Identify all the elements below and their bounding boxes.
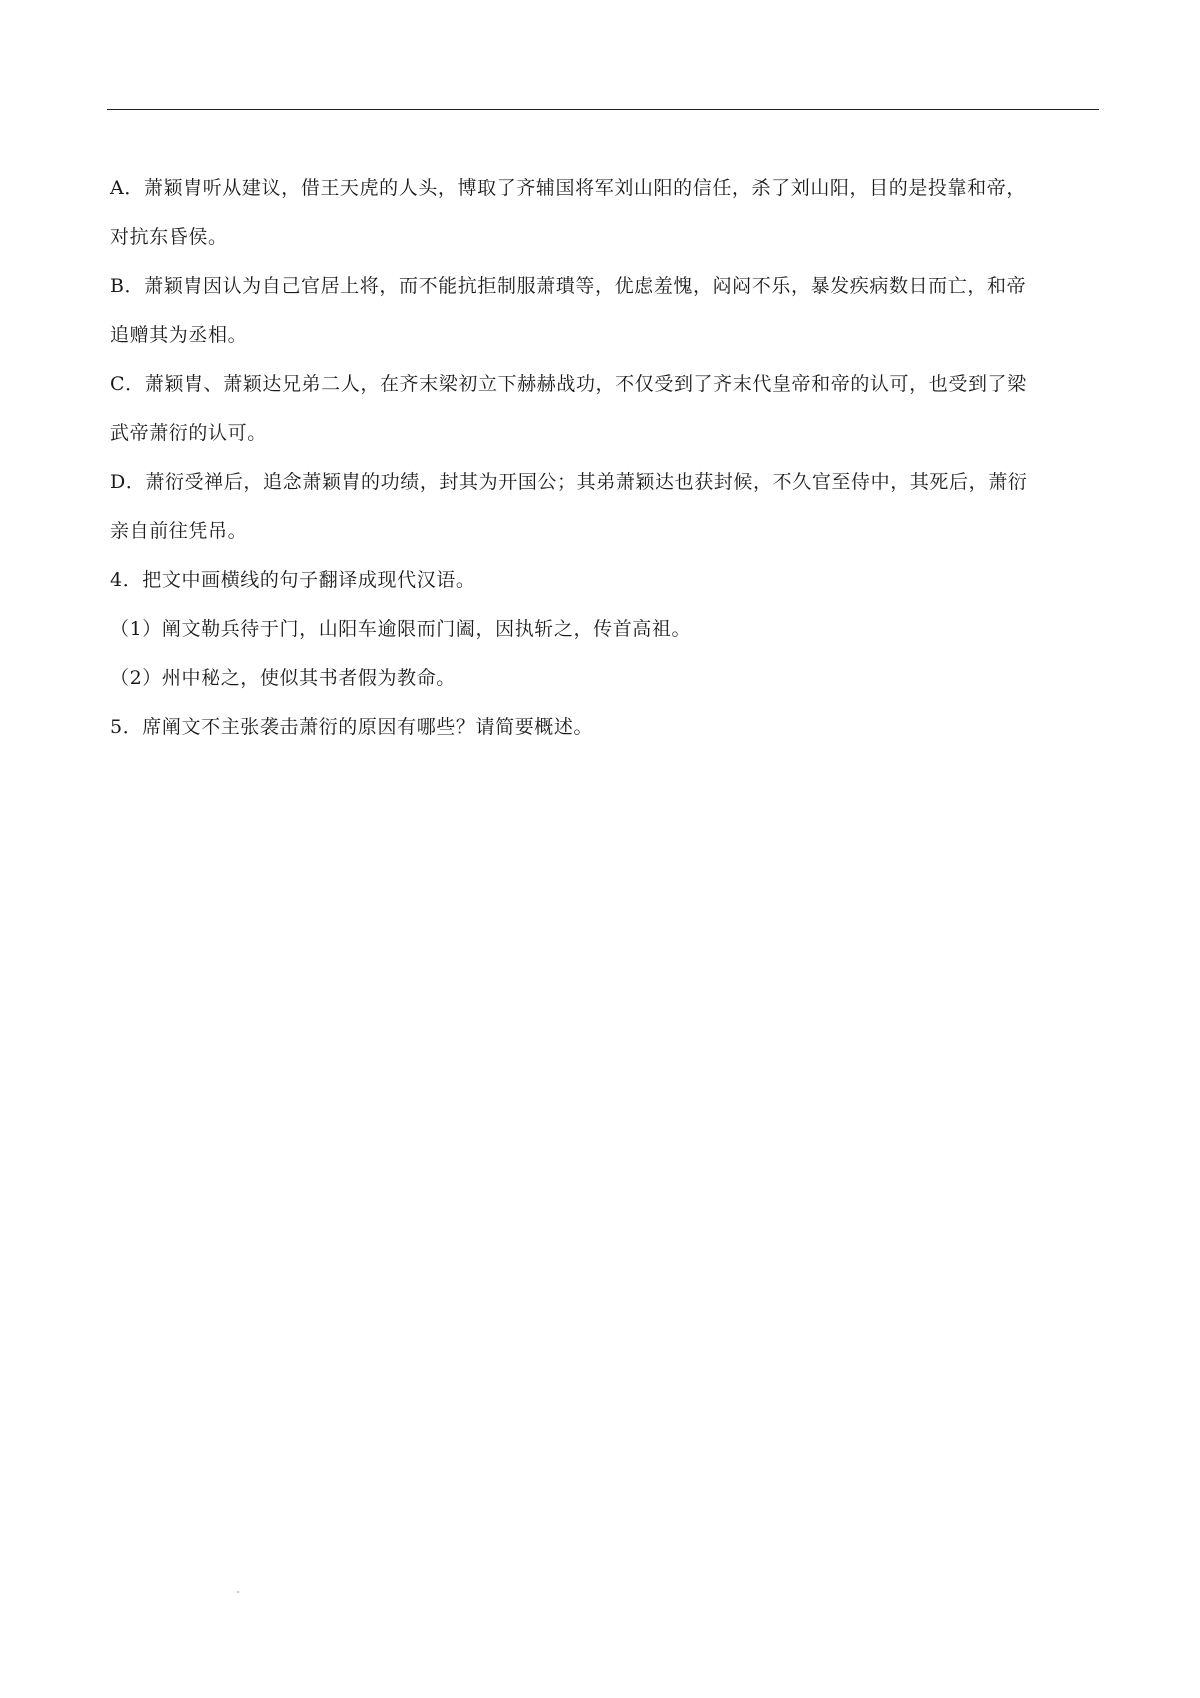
option-b-line-1: B．萧颖胄因认为自己官居上将，而不能抗拒制服萧璝等，优虑羞愧，闷闷不乐，暴发疾病数日而亡，和帝	[110, 275, 1027, 297]
option-d	[110, 458, 1100, 556]
question-4-item-1: （1）阐文勒兵待于门，山阳车逾限而门阖，因执斩之，传首高祖。	[110, 618, 692, 640]
option-a-line-2: 对抗东昏侯。	[110, 226, 228, 248]
question-content	[110, 164, 1100, 752]
option-d-line-2: 亲自前往凭吊。	[110, 520, 248, 542]
question-5	[110, 703, 1100, 752]
question-4-prompt: 4．把文中画横线的句子翻译成现代汉语。	[110, 569, 476, 591]
question-5-prompt: 5．席阐文不主张袭击萧衍的原因有哪些？请简要概述。	[110, 716, 594, 738]
option-c	[110, 360, 1100, 458]
option-a-line-1: A．萧颖胄听从建议，借王天虎的人头，博取了齐辅国将军刘山阳的信任，杀了刘山阳，目的是投靠和帝，	[110, 177, 1026, 199]
scan-artifact-dot	[237, 1591, 239, 1593]
question-4	[110, 556, 1100, 703]
option-b	[110, 262, 1100, 360]
option-c-line-1: C．萧颖胄、萧颖达兄弟二人，在齐末梁初立下赫赫战功，不仅受到了齐末代皇帝和帝的认可，也受到了梁	[110, 373, 1027, 395]
option-d-line-1: D．萧衍受禅后，追念萧颖胄的功绩，封其为开国公；其弟萧颖达也获封候，不久官至侍中，其死后，萧衍	[110, 471, 1028, 493]
option-a	[110, 164, 1100, 262]
option-b-line-2: 追赠其为丞相。	[110, 324, 248, 346]
option-c-line-2: 武帝萧衍的认可。	[110, 422, 267, 444]
header-rule	[107, 109, 1099, 110]
question-4-item-2: （2）州中秘之，使似其书者假为教命。	[110, 667, 456, 689]
